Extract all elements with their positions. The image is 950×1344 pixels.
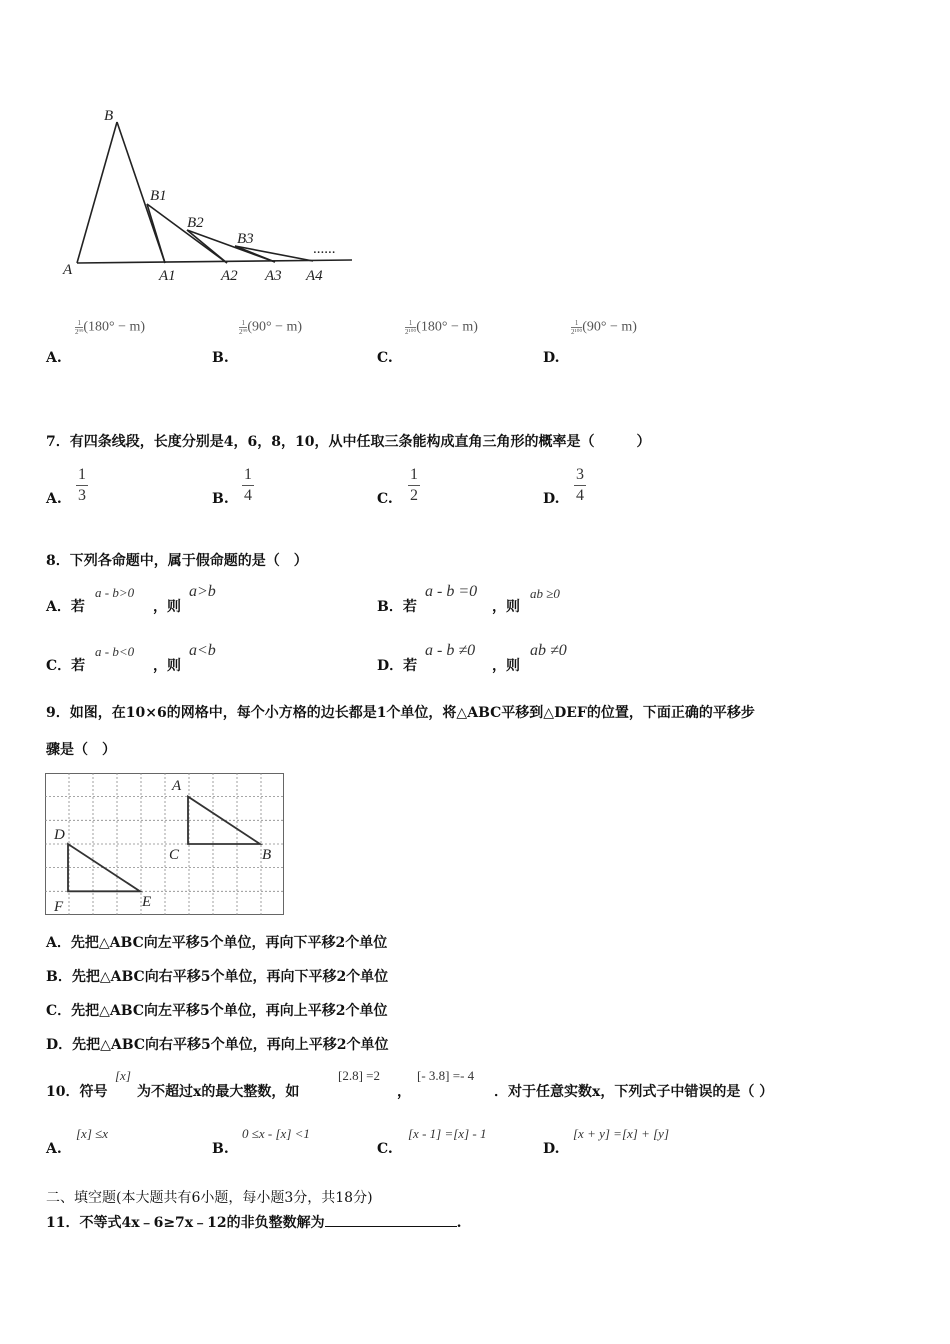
q10-option-a[interactable]: A. (46, 1141, 62, 1157)
line-A2B2 (187, 230, 227, 263)
q8-option-a-cond: a - b>0 (95, 585, 135, 600)
section-2-heading: 二、填空题(本大题共有6小题，每小题3分，共18分) (46, 1190, 373, 1206)
q8-option-d-then: ，则 (492, 658, 520, 674)
grid-label-b: B (262, 847, 272, 863)
q10-symbol: [x] (115, 1068, 131, 1083)
label-B1: B1 (150, 188, 167, 204)
q10-option-b-expr: 0 ≤x - [x] <1 (242, 1126, 310, 1141)
grid-label-d: D (54, 827, 65, 843)
q6-option-c[interactable]: C. (377, 350, 393, 366)
label-A: A (63, 262, 73, 278)
q10-option-d-expr: [x + y] =[x] + [y] (573, 1126, 670, 1141)
q10-option-c-expr: [x - 1] =[x] - 1 (408, 1126, 487, 1141)
q7-option-d-fraction: 3 4 (576, 466, 584, 504)
line-B1A2 (147, 204, 227, 263)
q8-option-a-then: ，则 (153, 599, 181, 615)
q8-question: 8．下列各命题中，属于假命题的是（ ） (46, 553, 308, 569)
grid-label-a: A (172, 778, 182, 794)
q6-option-b-expr: $\frac{1}{\text{2⁹⁹}}(90^\circ - m)$ (239, 318, 303, 336)
q6-option-d[interactable]: D. (543, 350, 560, 366)
q6-option-d-expr: $\frac{1}{\text{2¹⁰⁰}}(90^\circ - m)$ (571, 318, 637, 336)
q8-option-a-res: a>b (189, 583, 216, 600)
q7-option-a[interactable]: A. (46, 491, 62, 507)
q10-option-b[interactable]: B. (212, 1141, 229, 1157)
q7-option-b[interactable]: B. (212, 491, 229, 507)
q11-inequality: 4x﹣6≥7x﹣12 (121, 1215, 227, 1231)
line-AB (77, 122, 117, 263)
q9-question-line1: 9．如图，在10×6的网格中，每个小方格的边长都是1个单位，将△ABC平移到△DEF的位置，下面正确的平移步 (46, 705, 755, 721)
grid-label-f: F (54, 899, 64, 915)
q7-option-d[interactable]: D. (543, 491, 560, 507)
q8-option-c[interactable]: C．若 (46, 658, 86, 674)
label-B2: B2 (187, 215, 204, 231)
q9-question-line2: 骤是（ ） (46, 742, 116, 758)
q7-option-c-fraction: 1 2 (410, 466, 418, 504)
label-A1: A1 (159, 268, 176, 284)
q10-option-c[interactable]: C. (377, 1141, 393, 1157)
q8-option-b-cond: a - b =0 (425, 583, 478, 600)
q9-option-c[interactable]: C．先把△ABC向左平移5个单位，再向上平移2个单位 (46, 1003, 388, 1019)
q10-example-2: [- 3.8] =- 4 (417, 1068, 475, 1083)
q7-question: 7．有四条线段，长度分别是4，6，8，10，从中任取三条能构成直角三角形的概率是（ ） (46, 434, 651, 450)
label-A4: A4 (306, 268, 323, 284)
q11-prefix: 11．不等式 (46, 1215, 122, 1231)
line-A1B1 (147, 204, 165, 263)
q6-option-b[interactable]: B. (212, 350, 229, 366)
q11-question (46, 1212, 462, 1232)
line-B3A4 (235, 246, 313, 261)
grid-label-e: E (142, 894, 152, 910)
q9-option-b[interactable]: B．先把△ABC向右平移5个单位，再向下平移2个单位 (46, 969, 389, 985)
q8-option-c-res: a<b (189, 642, 216, 659)
q8-option-b-then: ，则 (492, 599, 520, 615)
label-B3: B3 (237, 231, 254, 247)
q8-option-b-res: ab ≥0 (530, 586, 560, 601)
q11-answer-blank[interactable] (325, 1212, 457, 1227)
q8-option-d-res: ab ≠0 (530, 642, 567, 659)
q6-option-a[interactable]: A. (46, 350, 62, 366)
line-A3B3 (235, 246, 275, 262)
label-A3: A3 (265, 268, 282, 284)
grid-label-c: C (169, 847, 180, 863)
q10-example-1: [2.8] =2 (338, 1068, 380, 1083)
q10-prefix: 10．符号 (46, 1084, 108, 1100)
q8-option-c-cond: a - b<0 (95, 644, 135, 659)
q9-option-a[interactable]: A．先把△ABC向左平移5个单位，再向下平移2个单位 (46, 935, 388, 951)
label-B: B (104, 108, 114, 124)
q11-end: . (456, 1215, 462, 1231)
label-ellipsis: ...... (313, 241, 336, 257)
q8-option-d-cond: a - b ≠0 (425, 642, 476, 659)
grid-translation-figure (45, 773, 285, 916)
q10-option-d[interactable]: D. (543, 1141, 560, 1157)
q7-option-a-fraction: 1 3 (78, 466, 86, 504)
q6-option-a-expr: $\frac{1}{\text{2⁹⁹}}(180^\circ - m)$ (75, 318, 146, 336)
q7-option-c[interactable]: C. (377, 491, 393, 507)
q11-suffix: 的非负整数解为 (226, 1215, 325, 1231)
q10-option-a-expr: [x] ≤x (76, 1126, 109, 1141)
q8-option-c-then: ，则 (153, 658, 181, 674)
q7-option-b-fraction: 1 4 (244, 466, 252, 504)
q8-option-d[interactable]: D．若 (377, 658, 418, 674)
triangle-sequence-figure (55, 100, 365, 290)
q10-suffix: ．对于任意实数x，下列式子中错误的是（ ） (494, 1084, 774, 1100)
q8-option-a[interactable]: A．若 (46, 599, 85, 615)
q8-option-b[interactable]: B．若 (377, 599, 417, 615)
q6-option-c-expr: $\frac{1}{\text{2¹⁰⁰}}(180^\circ - m)$ (405, 318, 478, 336)
q9-option-d[interactable]: D．先把△ABC向右平移5个单位，再向上平移2个单位 (46, 1037, 389, 1053)
q10-comma: ， (397, 1084, 411, 1100)
label-A2: A2 (221, 268, 238, 284)
q10-mid: 为不超过x的最大整数，如 (137, 1084, 300, 1100)
